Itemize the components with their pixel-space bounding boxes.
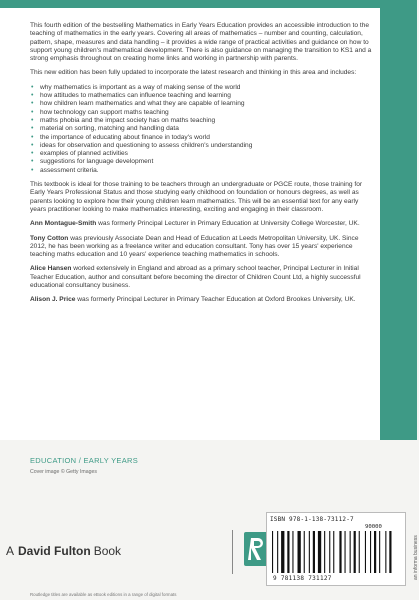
bullet-icon: • [31,125,34,133]
side-color-band [380,0,417,440]
price-code: 90000 [365,524,382,530]
list-item: • how attitudes to mathematics can influence teaching and learning [31,92,231,100]
bullet-icon: • [31,83,34,91]
author-bio [30,296,372,304]
bullet-icon: • [31,141,34,149]
author-name: Alice Hansen [30,265,72,273]
back-cover-footer [0,440,417,600]
author-name: Ann Montague-Smith [30,220,97,228]
imprint-logo [6,544,121,558]
bullet-icon: • [31,150,34,158]
includes-paragraph: This new edition has been fully updated to incorporate the latest research and thinking in this area and includes: [30,69,357,77]
bullet-icon: • [31,116,34,124]
side-tagline [405,520,419,580]
routledge-r-icon [244,532,268,566]
top-color-band [0,0,417,8]
author-bio [30,220,372,228]
intro-paragraph: This fourth edition of the bestselling Mathematics in Early Years Education provides an accessible introduction to the teaching of mathematics in the early years. Covering all areas of mathematics – number and counting, calculation, pattern, shape, measures and data handling – it provides a wide range of practical activities and guidance on how to support young children's mathematical development. There is also guidance on managing the transition to KS1 and a strong emphasis throughout on creating home links and working in partnership with parents. [30,22,372,63]
author-bio-text: was formerly Principal Lecturer in Primary Education at University College Worcester, UK. [98,220,360,228]
list-item: • suggestions for language development [31,158,154,166]
barcode-digits: 9 781138 731127 [273,575,332,582]
divider [232,530,233,574]
bullet-icon: • [31,100,34,108]
imprint-name: David Fulton [18,544,91,558]
author-bio [30,265,372,290]
author-bio-text: was previously Associate Dean and Head of Education at Leeds Metropolitan University, UK. Since 2012, he has been working as a freelance writer and education consultant. Tony has over 15 years' experience teaching maths education and 10 years' experience teaching mathematics in schools. [30,234,359,259]
informa-tagline: an informa business [413,535,419,580]
feature-list [30,84,372,175]
author-bio [30,235,372,260]
bullet-icon: • [31,92,34,100]
list-item: • why mathematics is important as a way of making sense of the world [31,83,241,91]
list-item: • assessment criteria. [31,166,99,174]
barcode-icon [270,531,402,573]
author-name: Alison J. Price [30,296,76,304]
author-name: Tony Cotton [30,234,69,242]
bullet-icon: • [31,166,34,174]
bullet-icon: • [31,133,34,141]
list-item: • how children learn mathematics and what they are capable of learning [31,100,245,108]
isbn-barcode [266,512,406,586]
blurb-panel [0,8,380,440]
cover-image-credit: Cover image © Getty Images [30,469,97,475]
isbn-number: ISBN 978-1-138-73112-7 [270,516,354,523]
author-bio-text: worked extensively in England and abroad as a primary school teacher, Principal Lecturer in Initial Teacher Education, author and consultant before becoming the director of Children Count Ltd, a highly successful educational consultancy business. [30,265,361,290]
list-item: • examples of planned activities [31,150,128,158]
blurb-text [30,22,372,311]
bullet-icon: • [31,158,34,166]
audience-paragraph: This textbook is ideal for those training to be teachers through an undergraduate or PGCE route, those training for Early Years Professional Status and those studying early childhood on foundation or honours degrees, as well as parents looking to explore how their young children learn mathematics. This will be an essential text for any early years practitioner looking to make mathematics interesting, exciting and engaging in their classroom. [30,181,363,213]
imprint-book: Book [93,544,122,558]
list-item: • the importance of educating about finance in today's world [31,133,210,141]
list-item: • maths phobia and the impact society has on maths teaching [31,116,216,124]
list-item: • ideas for observation and questioning to assess children's understanding [31,141,253,149]
imprint-article: A [6,544,15,558]
list-item: • how technology can support maths teaching [31,108,169,116]
bullet-icon: • [31,108,34,116]
subject-category: EDUCATION / EARLY YEARS [30,456,139,465]
author-bio-text: was formerly Principal Lecturer in Primary Teacher Education at Oxford Brookes University, UK. [77,296,356,304]
ebook-note: Routledge titles are available as eBook editions in a range of digital formats [30,592,177,597]
list-item: • material on sorting, matching and handling data [31,125,179,133]
